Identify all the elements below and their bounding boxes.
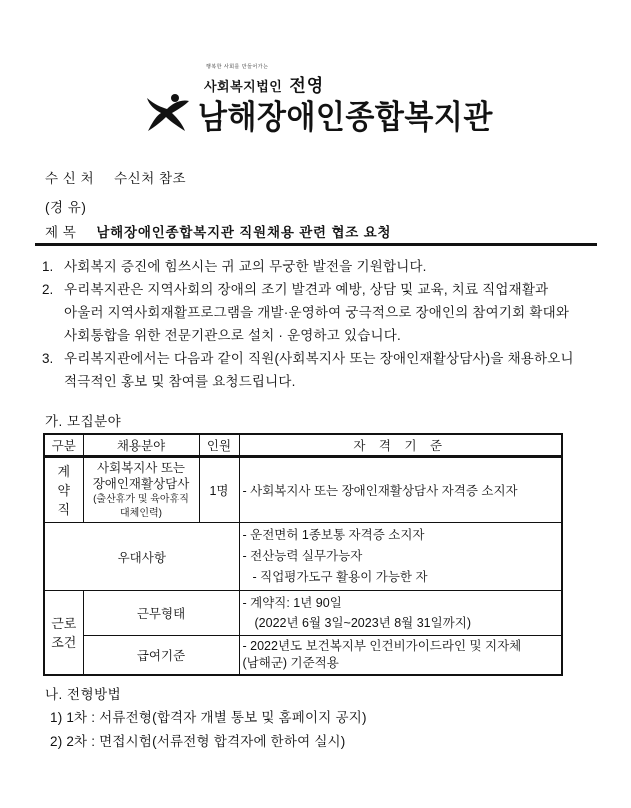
paragraph-line: 아울러 지역사회재활프로그램을 개발·운영하여 궁극적으로 장애인의 참여기회 확대와 [64,305,570,320]
paragraph-line: 우리복지관에서는 다음과 같이 직원(사회복지사 또는 장애인재활상담사)을 채용하오니 [64,351,574,366]
paragraph-line: 우리복지관은 지역사회의 장애의 조기 발견과 예방, 상담 및 교육, 치료 직업재활과 [64,282,549,297]
selection-method-list [50,706,367,753]
header-category: 구분 [44,434,83,457]
logo-tagline: 행복한 사회를 만들어가는 [206,64,269,70]
paragraph-line: 사회통합을 위한 전문기관으로 설치 · 운영하고 있습니다. [64,328,401,343]
logo-main-block [144,90,493,138]
logo-org-name: 전영 [289,75,325,96]
field-note-line: (출산휴가 및 육아휴직 [93,494,189,505]
subject-label: 제 목 [45,225,77,240]
body-paragraphs [42,255,598,393]
paragraph-1 [42,255,598,278]
welfare-center-star-person-icon [144,90,198,138]
paragraph-line: 사회복지 증진에 힘쓰시는 귀 교의 무궁한 발전을 기원합니다. [64,259,427,274]
salary-row [44,636,562,676]
paragraph-2 [42,278,598,347]
header-headcount: 인원 [199,434,239,457]
header-divider [35,243,597,246]
table-header-row [44,434,562,457]
field-name-line: 장애인재활상담사 [92,477,190,491]
salary-label-cell: 급여기준 [83,636,239,676]
category-cell-work-conditions: 근로 조건 [44,591,83,676]
preference-items-cell [239,523,562,591]
salary-line: - 2022년도 보건복지부 인건비가이드라인 및 지자체 [242,639,522,653]
header-field: 채용분야 [83,434,199,457]
section-a-title: 가. 모집분야 [45,414,122,429]
preference-item: - 전산능력 실무가능자 [242,549,363,563]
preference-item: - 운전면허 1종보통 자격증 소지자 [242,528,425,542]
work-type-line: - 계약직: 1년 90일 [242,596,342,610]
preference-item: - 직업평가도구 활용이 가능한 자 [252,570,428,584]
logo-org-type: 사회복지법인 [204,79,283,94]
selection-method-item: 2) 2차 : 면접시험(서류전형 합격자에 한하여 실시) [50,733,346,749]
paragraph-number: 1. [42,259,54,274]
headcount-cell: 1명 [199,457,239,523]
preference-row [44,523,562,591]
contract-position-row [44,457,562,523]
subject-value: 남해장애인종합복지관 직원채용 관련 협조 요청 [96,225,392,240]
paragraph-3 [42,347,598,393]
field-name-line: 사회복지사 또는 [97,461,185,475]
paragraph-number: 3. [42,351,54,366]
work-type-detail-cell [239,591,562,636]
subject-line [45,221,391,241]
category-cell-contract: 계 약 직 [44,457,83,523]
paragraph-line: 적극적인 홍보 및 참여를 요청드립니다. [64,374,296,389]
preference-label-cell: 우대사항 [44,523,239,591]
recipient-label: 수 신 처 [45,171,95,186]
qualification-cell: - 사회복지사 또는 장애인재활상담사 자격증 소지자 [239,457,562,523]
logo-center-name: 남해장애인종합복지관 [198,99,493,136]
salary-line: (남해군) 기준적용 [242,656,339,670]
work-type-label-cell: 근무형태 [83,591,239,636]
salary-detail-cell [239,636,562,676]
via-line: (경 유) [45,200,87,215]
section-b-title: 나. 전형방법 [45,687,122,702]
recruitment-table [43,433,563,676]
work-type-row [44,591,562,636]
field-note-line: 대체인력) [120,508,162,519]
recipient-line [45,167,186,187]
header-qualification: 자 격 기 준 [239,434,562,457]
work-type-line: (2022년 6월 3일~2023년 8월 31일까지) [254,616,471,630]
recipient-value: 수신처 참조 [114,171,187,186]
selection-method-item: 1) 1차 : 서류전형(합격자 개별 통보 및 홈페이지 공지) [50,710,367,725]
field-cell [83,457,199,523]
paragraph-number: 2. [42,282,54,297]
